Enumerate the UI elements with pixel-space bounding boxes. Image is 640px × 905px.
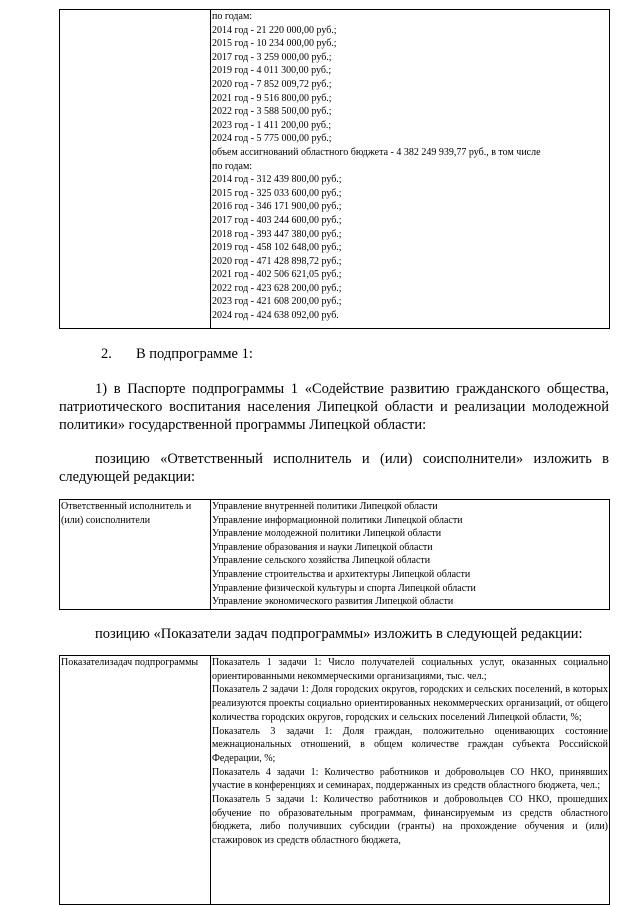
responsible-line: Управление строительства и архитектуры Липецкой области bbox=[212, 568, 471, 580]
indicators-table-left-cell: Показателизадач подпрограммы bbox=[60, 656, 211, 905]
funding-line: 2024 год - 5 775 000,00 руб.; bbox=[212, 133, 332, 145]
indicator-item: Показатель 5 задачи 1: Количество работников и добровольцев СО НКО, прошедших обучение по образовательным программам, финансируемым из средств областного бюджета, либо получивших субсидии (гранты) на прохождение обучения и (или) стажировок из средств областного бюджета, bbox=[212, 794, 608, 847]
indicator-item: Показатель 1 задачи 1: Число получателей социальных услуг, оказанных социально ориентированными некоммерческими организациями, тыс. чел.; bbox=[212, 657, 608, 682]
funding-table-left-cell bbox=[60, 10, 211, 329]
funding-line: 2022 год - 3 588 500,00 руб.; bbox=[212, 106, 332, 118]
responsible-line: Управление физической культуры и спорта Липецкой области bbox=[212, 582, 476, 594]
indicator-item: Показатель 4 задачи 1: Количество работников и добровольцев СО НКО, принявших участие в конференциях и семинарах, поддержанных из средств областного бюджета, чел.; bbox=[212, 766, 608, 792]
responsible-line: Управление внутренней политики Липецкой области bbox=[212, 501, 438, 512]
funding-line: объем ассигнований областного бюджета - 4 382 249 939,77 руб., в том числе bbox=[212, 146, 541, 158]
funding-line: 2018 год - 393 447 380,00 руб.; bbox=[212, 228, 342, 240]
responsible-line: Управление сельского хозяйства Липецкой области bbox=[212, 555, 431, 567]
item-number: 2. bbox=[101, 346, 112, 362]
funding-line: 2017 год - 403 244 600,00 руб.; bbox=[212, 214, 342, 226]
funding-line: 2015 год - 10 234 000,00 руб.; bbox=[212, 38, 337, 50]
item-heading: В подпрограмме 1: bbox=[136, 346, 253, 362]
responsible-line: Управление экономического развития Липецкой области bbox=[212, 596, 454, 608]
funding-line: 2014 год - 21 220 000,00 руб.; bbox=[212, 24, 337, 36]
funding-line: 2015 год - 325 033 600,00 руб.; bbox=[212, 187, 342, 199]
indicators-table bbox=[59, 655, 610, 905]
funding-table bbox=[59, 9, 610, 329]
responsible-line: Управление молодежной политики Липецкой области bbox=[212, 528, 442, 540]
indicators-table-right-cell bbox=[211, 656, 610, 905]
responsible-line: Управление информационной политики Липецкой области bbox=[212, 514, 463, 526]
funding-line: 2019 год - 4 011 300,00 руб.; bbox=[212, 65, 332, 77]
funding-line: 2016 год - 346 171 900,00 руб.; bbox=[212, 201, 342, 213]
responsible-table-right-cell bbox=[211, 500, 610, 610]
funding-line: 2023 год - 421 608 200,00 руб.; bbox=[212, 296, 342, 308]
paragraph-indicators: позицию «Показатели задач подпрограммы» изложить в следующей редакции: bbox=[95, 626, 583, 642]
paragraph-responsible: позицию «Ответственный исполнитель и (или) соисполнители» изложить в следующей редакции: bbox=[59, 451, 609, 485]
funding-table-right-cell bbox=[211, 10, 610, 329]
paragraph-passport: 1) в Паспорте подпрограммы 1 «Содействие развитию гражданского общества, патриотического воспитания населения Липецкой области и реализации молодежной политики» государственной программы Липецкой области: bbox=[59, 381, 609, 433]
funding-line: 2020 год - 471 428 898,72 руб.; bbox=[212, 255, 342, 267]
responsible-line: Управление образования и науки Липецкой области bbox=[212, 541, 433, 553]
responsible-table bbox=[59, 499, 610, 610]
funding-line: 2023 год - 1 411 200,00 руб.; bbox=[212, 119, 332, 131]
indicator-item: Показатель 2 задачи 1: Доля городских округов, городских и сельских поселений, в которых реализуются проекты социально ориентированных некоммерческих организаций, от общего количества городских округов, городских и сельских поселений Липецкой области, %; bbox=[212, 684, 608, 723]
funding-line: 2017 год - 3 259 000,00 руб.; bbox=[212, 51, 332, 63]
funding-line: 2020 год - 7 852 009,72 руб.; bbox=[212, 78, 332, 90]
indicator-item: Показатель 3 задачи 1: Доля граждан, положительно оценивающих состояние межнациональных отношений, в общем количестве граждан субъекта Российской Федерации, %; bbox=[212, 725, 608, 764]
funding-line: 2019 год - 458 102 648,00 руб.; bbox=[212, 242, 342, 254]
responsible-table-left-cell: Ответственный исполнитель и (или) соисполнители bbox=[60, 500, 211, 610]
funding-line: 2024 год - 424 638 092,00 руб. bbox=[212, 310, 339, 322]
funding-line: 2022 год - 423 628 200,00 руб.; bbox=[212, 282, 342, 294]
funding-line: 2014 год - 312 439 800,00 руб.; bbox=[212, 174, 342, 186]
funding-line: 2021 год - 9 516 800,00 руб.; bbox=[212, 92, 332, 104]
funding-line: 2021 год - 402 506 621,05 руб.; bbox=[212, 269, 342, 281]
funding-line: по годам: bbox=[212, 11, 253, 22]
funding-line: по годам: bbox=[212, 160, 253, 172]
